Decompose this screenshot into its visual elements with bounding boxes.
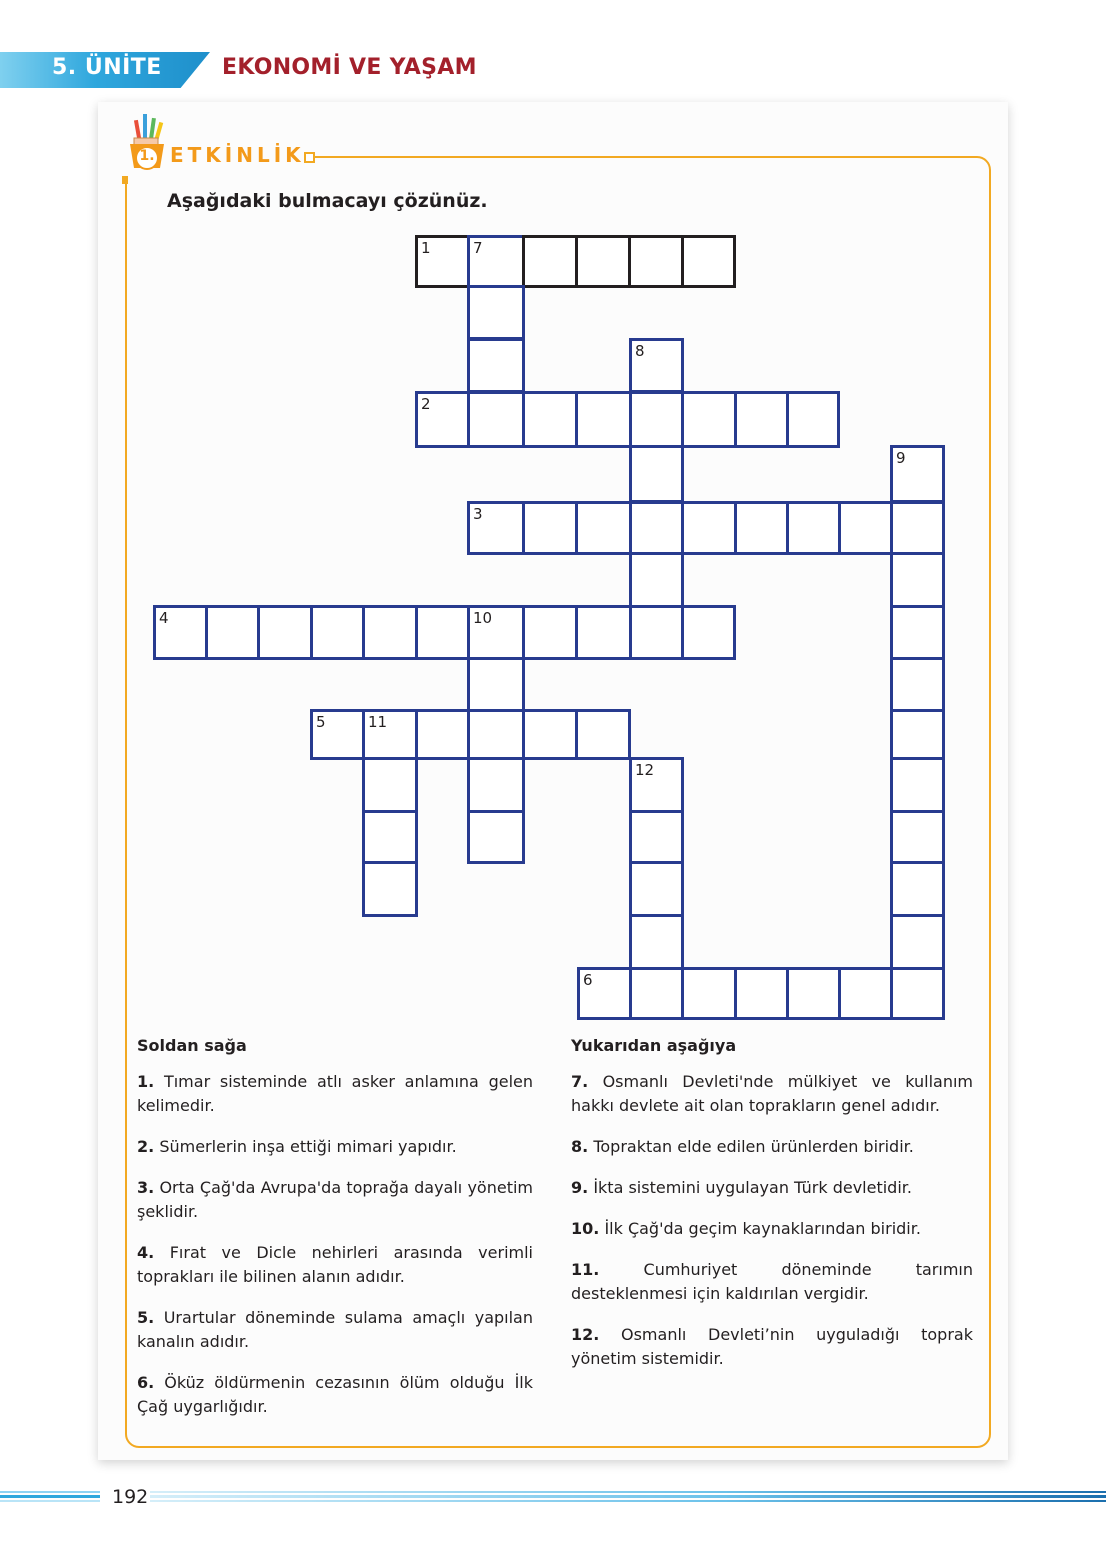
crossword-cell[interactable] xyxy=(415,605,470,660)
crossword-cell[interactable] xyxy=(629,757,684,813)
crossword-cell[interactable] xyxy=(467,391,525,448)
clue-item: 9. İkta sistemini uygulayan Türk devletidir. xyxy=(571,1178,912,1197)
crossword-cell[interactable] xyxy=(153,605,208,660)
crossword-cell[interactable] xyxy=(362,757,418,813)
crossword-cell[interactable] xyxy=(890,657,945,712)
clue-item: 12. Osmanlı Devleti’nin uyguladığı toprak yönetim sistemidir. xyxy=(571,1325,973,1368)
clue-number: 8 xyxy=(635,342,645,360)
crossword-cell[interactable] xyxy=(415,709,470,760)
footer-decoration xyxy=(0,1488,100,1502)
footer-decoration xyxy=(150,1489,1106,1503)
clue-item: 6. Öküz öldürmenin cezasının ölüm olduğu İlk Çağ uygarlığıdır. xyxy=(137,1373,534,1416)
crossword-cell[interactable] xyxy=(362,709,418,760)
crossword-cell[interactable] xyxy=(629,861,684,917)
crossword-cell[interactable] xyxy=(362,605,418,660)
clue-item: 5. Urartular döneminde sulama amaçlı yapılan kanalın adıdır. xyxy=(137,1308,533,1351)
crossword-cell[interactable] xyxy=(629,391,684,448)
crossword-cell[interactable] xyxy=(467,235,525,288)
crossword-cell[interactable] xyxy=(629,338,684,393)
crossword-cell[interactable] xyxy=(890,810,945,864)
down-clues xyxy=(571,1034,973,1388)
crossword-cell[interactable] xyxy=(681,391,737,448)
crossword-cell[interactable] xyxy=(467,338,525,393)
clue-number: 7 xyxy=(473,239,483,257)
crossword-cell[interactable] xyxy=(890,501,945,555)
crossword-cell[interactable] xyxy=(575,501,632,555)
crossword-cell[interactable] xyxy=(629,967,684,1020)
crossword-cell[interactable] xyxy=(522,235,578,288)
clue-number: 2 xyxy=(421,395,431,413)
crossword-cell[interactable] xyxy=(681,501,737,555)
crossword-cell[interactable] xyxy=(734,501,789,555)
crossword-cell[interactable] xyxy=(890,967,945,1020)
clue-number: 1 xyxy=(421,239,431,257)
crossword-cell[interactable] xyxy=(575,605,632,660)
clue-item: 7. Osmanlı Devleti'nde mülkiyet ve kullanım hakkı devlete ait olan toprakların genel adıdır. xyxy=(571,1072,973,1115)
activity-number: 1. xyxy=(139,148,155,164)
down-heading: Yukarıdan aşağıya xyxy=(571,1036,737,1055)
crossword-cell[interactable] xyxy=(467,501,525,555)
crossword-cell[interactable] xyxy=(838,967,893,1020)
crossword-cell[interactable] xyxy=(734,967,789,1020)
crossword-cell[interactable] xyxy=(257,605,313,660)
frame-ornament xyxy=(122,176,128,184)
crossword-cell[interactable] xyxy=(734,391,789,448)
crossword-cell[interactable] xyxy=(467,810,525,864)
pencil-cup-icon xyxy=(124,110,172,174)
frame-ornament xyxy=(304,152,315,163)
clue-number: 9 xyxy=(896,449,906,467)
clue-number: 5 xyxy=(316,713,326,731)
crossword-cell[interactable] xyxy=(362,861,418,917)
crossword-cell[interactable] xyxy=(522,605,578,660)
crossword-cell[interactable] xyxy=(629,501,684,555)
crossword-cell[interactable] xyxy=(415,235,470,288)
clue-number: 11 xyxy=(368,713,388,731)
clue-item: 8. Topraktan elde edilen ürünlerden biridir. xyxy=(571,1137,914,1156)
page-number: 192 xyxy=(112,1486,149,1508)
crossword-cell[interactable] xyxy=(629,552,684,608)
crossword-cell[interactable] xyxy=(522,709,578,760)
crossword-cell[interactable] xyxy=(575,391,632,448)
clue-item: 4. Fırat ve Dicle nehirleri arasında verimli toprakları ile bilinen alanın adıdır. xyxy=(137,1243,533,1286)
crossword-cell[interactable] xyxy=(890,861,945,917)
crossword-cell[interactable] xyxy=(522,391,578,448)
clue-number: 6 xyxy=(583,971,593,989)
clue-item: 3. Orta Çağ'da Avrupa'da toprağa dayalı yönetim şeklidir. xyxy=(137,1178,533,1221)
clue-number: 4 xyxy=(159,609,169,627)
crossword-cell[interactable] xyxy=(628,235,684,288)
across-heading: Soldan sağa xyxy=(137,1036,247,1055)
clue-number: 10 xyxy=(473,609,493,627)
across-clues xyxy=(137,1034,533,1436)
crossword-cell[interactable] xyxy=(467,709,525,760)
crossword-cell[interactable] xyxy=(362,810,418,864)
crossword-cell[interactable] xyxy=(577,967,632,1020)
crossword-cell[interactable] xyxy=(467,757,525,813)
crossword-cell[interactable] xyxy=(681,967,737,1020)
activity-label: ETKİNLİK xyxy=(170,143,305,167)
crossword-cell[interactable] xyxy=(786,391,840,448)
crossword-cell[interactable] xyxy=(890,757,945,813)
crossword-cell[interactable] xyxy=(467,657,525,712)
crossword-cell[interactable] xyxy=(890,445,945,503)
crossword-cell[interactable] xyxy=(415,391,470,448)
crossword-cell[interactable] xyxy=(786,967,841,1020)
crossword-cell[interactable] xyxy=(786,501,841,555)
crossword-cell[interactable] xyxy=(467,605,525,660)
crossword-cell[interactable] xyxy=(310,605,365,660)
crossword-cell[interactable] xyxy=(890,605,945,660)
clue-number: 12 xyxy=(635,761,655,779)
crossword-cell[interactable] xyxy=(681,235,736,288)
crossword-cell[interactable] xyxy=(629,445,684,503)
crossword-cell[interactable] xyxy=(681,605,736,660)
crossword-cell[interactable] xyxy=(575,235,631,288)
clue-item: 1. Tımar sisteminde atlı asker anlamına gelen kelimedir. xyxy=(137,1072,533,1115)
crossword-cell[interactable] xyxy=(629,810,684,864)
crossword-cell[interactable] xyxy=(890,552,945,608)
clue-item: 10. İlk Çağ'da geçim kaynaklarından biridir. xyxy=(571,1219,921,1238)
clue-number: 3 xyxy=(473,505,483,523)
crossword-cell[interactable] xyxy=(522,501,578,555)
crossword-cell[interactable] xyxy=(838,501,893,555)
crossword-cell[interactable] xyxy=(629,605,684,660)
unit-label: 5. ÜNİTE xyxy=(52,55,162,80)
crossword-cell[interactable] xyxy=(467,285,525,340)
crossword-cell[interactable] xyxy=(629,914,684,970)
crossword-cell[interactable] xyxy=(205,605,260,660)
clue-item: 11. Cumhuriyet döneminde tarımın desteklenmesi için kaldırılan vergidir. xyxy=(571,1260,973,1303)
crossword-cell[interactable] xyxy=(890,709,945,760)
chapter-title: EKONOMİ VE YAŞAM xyxy=(222,55,477,80)
crossword-cell[interactable] xyxy=(575,709,631,760)
crossword-cell[interactable] xyxy=(310,709,365,760)
crossword-cell[interactable] xyxy=(890,914,945,970)
activity-instruction: Aşağıdaki bulmacayı çözünüz. xyxy=(167,190,488,212)
clue-item: 2. Sümerlerin inşa ettiği mimari yapıdır. xyxy=(137,1137,457,1156)
